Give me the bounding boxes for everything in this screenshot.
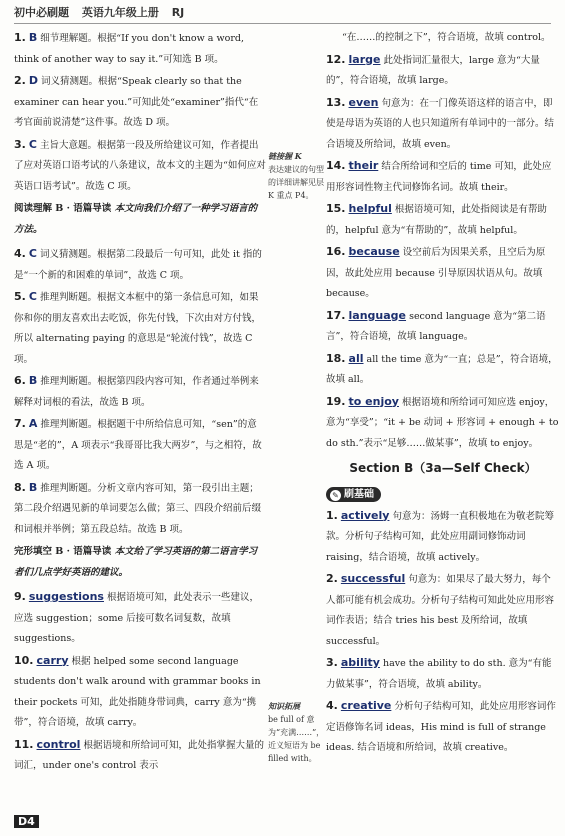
answer-key: C [28, 290, 37, 303]
answer-key: language [348, 308, 407, 322]
book-name: 初中必刷题 [14, 6, 69, 19]
item-number: 18. [326, 351, 346, 365]
item-number: 14. [326, 159, 346, 172]
header-divider [14, 23, 551, 24]
section-heading [14, 199, 266, 240]
explanation-text: 推理判断题。根据文本框中的第一条信息可知，如果你和你的朋友喜欢出去吃饭，你先付钱，下次由对方付钱，所以 alternating paying 的意思是“轮流付钱”，故选 C 项。 [14, 292, 262, 365]
item-number: 17. [326, 308, 346, 322]
item-number: 5. [14, 290, 26, 303]
answer-key: to enjoy [348, 394, 399, 408]
answer-item [14, 478, 266, 541]
answer-item [14, 414, 266, 477]
section-heading [14, 542, 266, 583]
explanation-text: 根据语境可知，此处表示一些建议，应选 suggestion；some 后接可数名词复数，故填 suggestions。 [14, 592, 260, 644]
item-number: 6. [14, 374, 26, 387]
answer-item [326, 306, 560, 348]
answer-item [326, 242, 560, 305]
answer-key: carry [36, 653, 69, 667]
sidebar-note-text: be full of 意为“充满……”，近义短语为 be filled with。 [268, 715, 325, 763]
item-number: 9. [14, 590, 26, 603]
explanation-text: 主旨大意题。根据第一段及所给建议可知，作者提出了应对英语口语考试的八条建议，故本文的主题为“如何应对英语口语考试”。故选 C 项。 [14, 139, 266, 192]
answer-key: creative [340, 699, 392, 712]
answer-item [14, 651, 266, 734]
answer-key: C [28, 247, 37, 260]
explanation-text: 句意为：汤姆一直积极地在为敬老院筹款。分析句子结构可知，此处应用副词修饰动词 raising，结合语境，故填 actively。 [326, 510, 554, 563]
explanation-text: 根据语境可知，此处指阅读是有帮助的，helpful 意为“有帮助的”，故填 helpful。 [326, 204, 547, 236]
item-number: 19. [326, 394, 346, 408]
answer-item [14, 587, 266, 650]
sidebar-note-extension [268, 700, 328, 765]
section-b-heading: Section B（3a—Self Check） [349, 461, 537, 475]
explanation-text: 根据语境和所给词可知，此处指掌握大量的词汇，under one's control 表示 [14, 739, 264, 771]
explanation-text: 此处指词汇量很大，large 意为“大量的”，符合语境，故填 large。 [326, 54, 540, 86]
item-number: 8. [14, 480, 26, 494]
explanation-text: 设空前后为因果关系，且空后为原因，故此处应用 because 引导原因状语从句。故填 because。 [326, 247, 546, 299]
answer-item [14, 135, 266, 198]
answer-continuation: “在……的控制之下”，符合语境，故填 control。 [342, 32, 551, 43]
explanation-text: 词义猜测题。根据第二段最后一句可知，此处 it 指的是“一个新的和困难的单词”，故选 C 项。 [14, 249, 262, 281]
answer-item [326, 50, 560, 92]
answer-item [326, 349, 560, 391]
answer-key: ability [340, 656, 380, 669]
item-number: 16. [326, 245, 346, 258]
badge-label: 刷基础 [344, 488, 374, 500]
item-number: 12. [326, 52, 346, 66]
answer-item [326, 506, 560, 569]
answer-item [326, 653, 560, 695]
subject-name: 英语九年级上册 [81, 6, 159, 19]
answer-item [326, 93, 560, 156]
answer-item [14, 735, 266, 777]
section-summary: 本文给了学习英语的第二语言学习者们几点学好英语的建议。 [14, 546, 258, 578]
explanation-text: all the time 意为“一直；总是”，符合语境，故填 all。 [326, 353, 558, 385]
sidebar-note-title: 链接握 K [268, 151, 302, 161]
answer-key: B [28, 31, 38, 44]
answer-key: actively [340, 508, 390, 522]
left-column [14, 28, 266, 778]
explanation-text: 根据语境和所给词可知应选 enjoy，意为“享受”；“it + be 动词 + 形容词 + enough + to do sth.”表示“足够……做某事”，故填 to enjoy。 [326, 396, 559, 449]
answer-item [326, 199, 560, 241]
item-number: 2. [326, 572, 338, 585]
sidebar-note-link [268, 150, 328, 202]
answer-item [14, 71, 266, 134]
answer-key: C [28, 137, 37, 151]
explanation-text: 根据 helped some second language students don't walk around with grammar books in their pockets 可知，此处指随身带词典，carry 意为“携带”，符合语境，故填 carry。 [14, 655, 261, 728]
section-summary: 本文向我们介绍了一种学习语言的方法。 [14, 203, 258, 235]
sidebar-note-title: 知识拓展 [268, 701, 300, 711]
explanation-text: 结合所给词和空后的 time 可知，此处应用形容词性物主代词修饰名词。故填 their。 [326, 161, 552, 193]
item-number: 11. [14, 737, 34, 751]
right-column [326, 28, 560, 760]
item-number: 7. [14, 417, 26, 430]
sidebar-note-text: 表达建议的句型的详细讲解见层 K 重点 P4。 [268, 165, 324, 200]
item-number: 15. [326, 202, 346, 215]
explanation-text: 推理判断题。分析文章内容可知，第一段引出主题；第二段介绍遇见新的单词要怎么做；第三、四段介绍前后缀和词根并举例；第五段总结。故选 B 项。 [14, 482, 262, 535]
item-number: 3. [326, 656, 338, 669]
answer-key: B [28, 374, 38, 387]
answer-key: large [348, 52, 381, 66]
explanation-text: second language 意为“第二语言”，符合语境，故填 language。 [326, 310, 546, 342]
explanation-text: 分析句子结构可知，此处应用形容词作定语修饰名词 ideas，His mind is full of strange ideas. 结合语境和所给词，故填 creative。 [326, 701, 556, 753]
answer-key: helpful [348, 202, 392, 215]
answer-item [14, 371, 266, 413]
answer-key: their [348, 159, 379, 172]
explanation-text: 句意为：如果尽了最大努力，每个人都可能有机会成功。分析句子结构可知此处应用形容词作表语；结合 tries his best 及所给词，故填 successful。 [326, 574, 555, 647]
item-number: 13. [326, 95, 346, 109]
explanation-text: 词义猜测题。根据“Speak clearly so that the examiner can hear you.”可知此处“examiner”指代“在考官面前说清楚”这件事。故选 D 项。 [14, 76, 259, 128]
answer-key: B [28, 480, 38, 494]
exercise-badge [326, 487, 381, 502]
answer-item [326, 696, 560, 759]
explanation-text: 推理判断题。根据第四段内容可知，作者通过举例来解释对词根的看法，故选 B 项。 [14, 376, 259, 408]
answer-key: all [348, 351, 364, 365]
answer-item [326, 392, 560, 455]
answer-item [14, 28, 266, 70]
explanation-text: 推理判断题。根据题干中所给信息可知，“sen”的意思是“老的”，A 项表示“我哥哥比我大两岁”，与之相符，故选 A 项。 [14, 419, 262, 471]
item-number: 4. [326, 699, 338, 712]
section-title: 完形填空 B · 语篇导读 [14, 546, 112, 557]
item-number: 1. [14, 31, 26, 44]
page-number: D4 [14, 815, 39, 828]
answer-item [326, 569, 560, 652]
page-header [14, 4, 551, 22]
answer-key: control [36, 737, 81, 751]
edition-label: RJ [171, 6, 185, 19]
explanation-text: have the ability to do sth. 意为“有能力做某事”，符合语境，故填 ability。 [326, 658, 552, 690]
section-title: 阅读理解 B · 语篇导读 [14, 203, 112, 214]
item-number: 4. [14, 247, 26, 260]
answer-item [326, 156, 560, 198]
answer-key: successful [340, 572, 406, 585]
answer-item [14, 244, 266, 286]
explanation-text: 细节理解题。根据“If you don't know a word, think of another way to say it.”可知选 B 项。 [14, 33, 244, 65]
answer-key: because [348, 245, 400, 258]
answer-item [14, 287, 266, 370]
answer-key: even [348, 95, 379, 109]
item-number: 10. [14, 653, 34, 667]
answer-key: A [28, 417, 38, 430]
answer-key: suggestions [28, 590, 104, 603]
exercise-badge-row [326, 485, 560, 506]
answer-key: D [28, 74, 39, 87]
explanation-text: 句意为：在一门像英语这样的语言中，即使是母语为英语的人也只知道所有单词中的一部分。结合语境及所给词，故填 even。 [326, 97, 555, 150]
item-number: 1. [326, 508, 338, 522]
pencil-icon: ✎ [330, 490, 341, 501]
item-number: 2. [14, 74, 26, 87]
item-number: 3. [14, 137, 26, 151]
